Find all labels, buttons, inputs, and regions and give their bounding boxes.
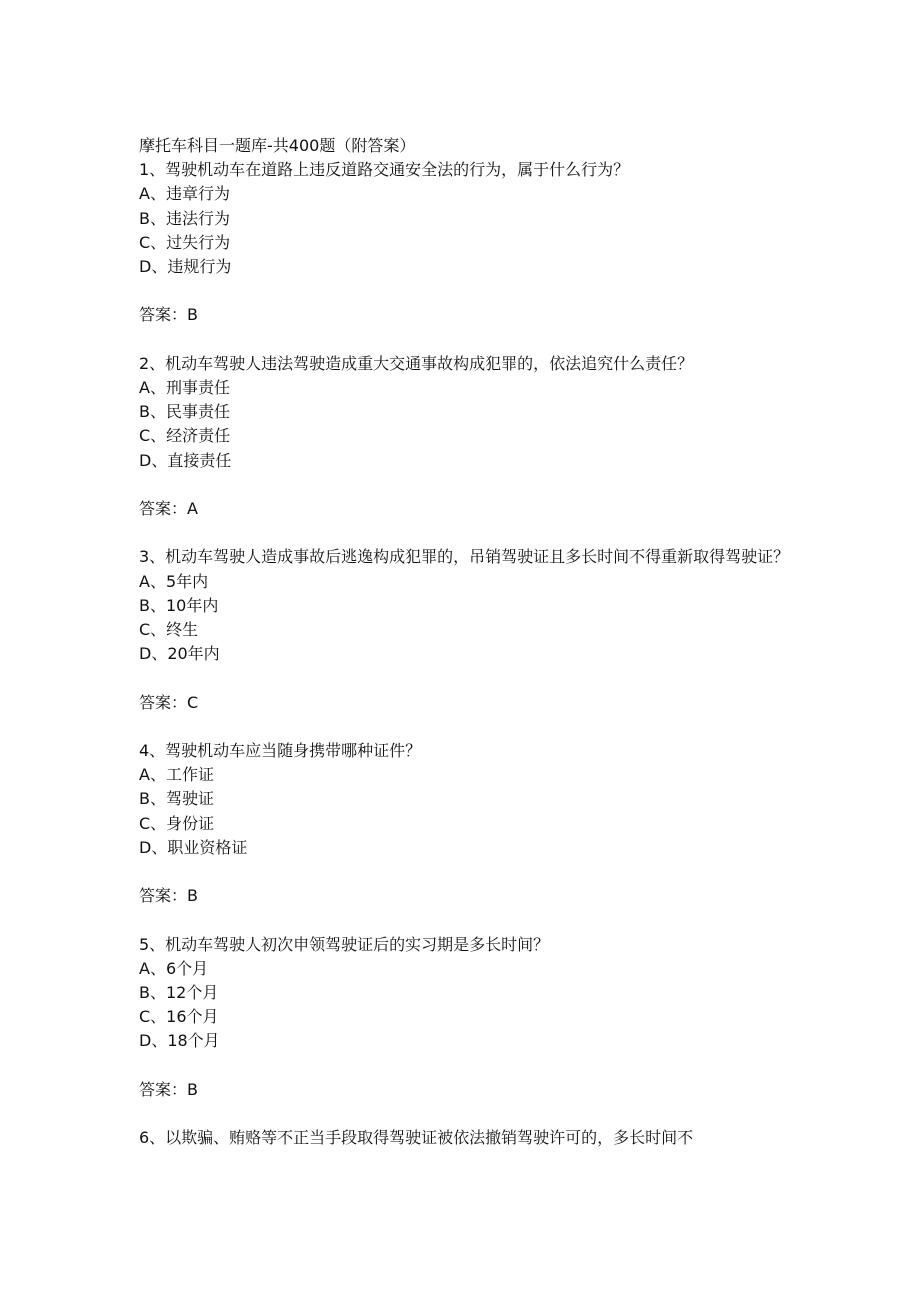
spacer	[139, 666, 799, 690]
question-3	[139, 545, 799, 739]
spacer	[139, 279, 799, 303]
question-6	[139, 1126, 799, 1150]
answer-label: 答案：	[139, 305, 188, 325]
spacer	[139, 328, 799, 352]
option-c: C、身份证	[139, 813, 215, 833]
answer-label: 答案：	[139, 886, 188, 906]
option-c: C、经济责任	[139, 426, 231, 446]
answer-label: 答案：	[139, 499, 188, 518]
question-2	[139, 352, 799, 546]
option-b: B、民事责任	[139, 402, 230, 422]
spacer	[139, 1054, 799, 1078]
question-4	[139, 739, 799, 933]
option-b: B、违法行为	[139, 208, 230, 228]
option-b: B、10年内	[139, 595, 219, 615]
answer-label: 答案：	[139, 692, 188, 712]
answer-value: B	[187, 886, 198, 906]
option-d: D、直接责任	[139, 450, 232, 470]
answer-line	[139, 1078, 799, 1102]
option-a: A、工作证	[139, 765, 214, 785]
question-text: 1、驾驶机动车在道路上违反道路交通安全法的行为，属于什么行为？	[139, 160, 630, 180]
option-b: B、12个月	[139, 982, 219, 1002]
spacer	[139, 1102, 799, 1126]
option-d: D、20年内	[139, 644, 220, 664]
option-c: C、终生	[139, 620, 199, 639]
option-c: C、16个月	[139, 1007, 219, 1027]
answer-line	[139, 303, 799, 327]
option-b: B、驾驶证	[139, 789, 214, 809]
option-d: D、18个月	[139, 1031, 220, 1051]
option-d: D、职业资格证	[139, 837, 248, 857]
answer-line	[139, 884, 799, 908]
answer-value: C	[187, 692, 199, 712]
question-1	[139, 158, 799, 352]
answer-value: B	[187, 305, 198, 325]
option-a: A、5年内	[139, 571, 209, 591]
question-text: 2、机动车驾驶人违法驾驶造成重大交通事故构成犯罪的，依法追究什么责任？	[139, 353, 694, 373]
question-text: 6、以欺骗、贿赂等不正当手段取得驾驶证被依法撤销驾驶许可的，多长时间不	[139, 1128, 694, 1148]
question-text: 4、驾驶机动车应当随身携带哪种证件？	[139, 740, 422, 760]
document-title: 摩托车科目一题库-共400题（附答案）	[139, 136, 416, 155]
option-c: C、过失行为	[139, 232, 231, 252]
question-text: 5、机动车驾驶人初次申领驾驶证后的实习期是多长时间？	[139, 934, 550, 954]
spacer	[139, 908, 799, 932]
option-a: A、6个月	[139, 958, 209, 978]
document-page	[139, 134, 799, 1150]
option-a: A、违章行为	[139, 184, 230, 204]
question-5	[139, 933, 799, 1127]
answer-label: 答案：	[139, 1079, 188, 1099]
spacer	[139, 473, 799, 497]
option-d: D、违规行为	[139, 257, 232, 277]
answer-value: A	[187, 499, 198, 518]
spacer	[139, 715, 799, 739]
answer-value: B	[187, 1079, 198, 1099]
spacer	[139, 860, 799, 884]
option-a: A、刑事责任	[139, 378, 230, 397]
answer-line	[139, 691, 799, 715]
spacer	[139, 521, 799, 545]
question-text: 3、机动车驾驶人造成事故后逃逸构成犯罪的，吊销驾驶证且多长时间不得重新取得驾驶证？	[139, 547, 790, 567]
answer-line	[139, 497, 799, 521]
